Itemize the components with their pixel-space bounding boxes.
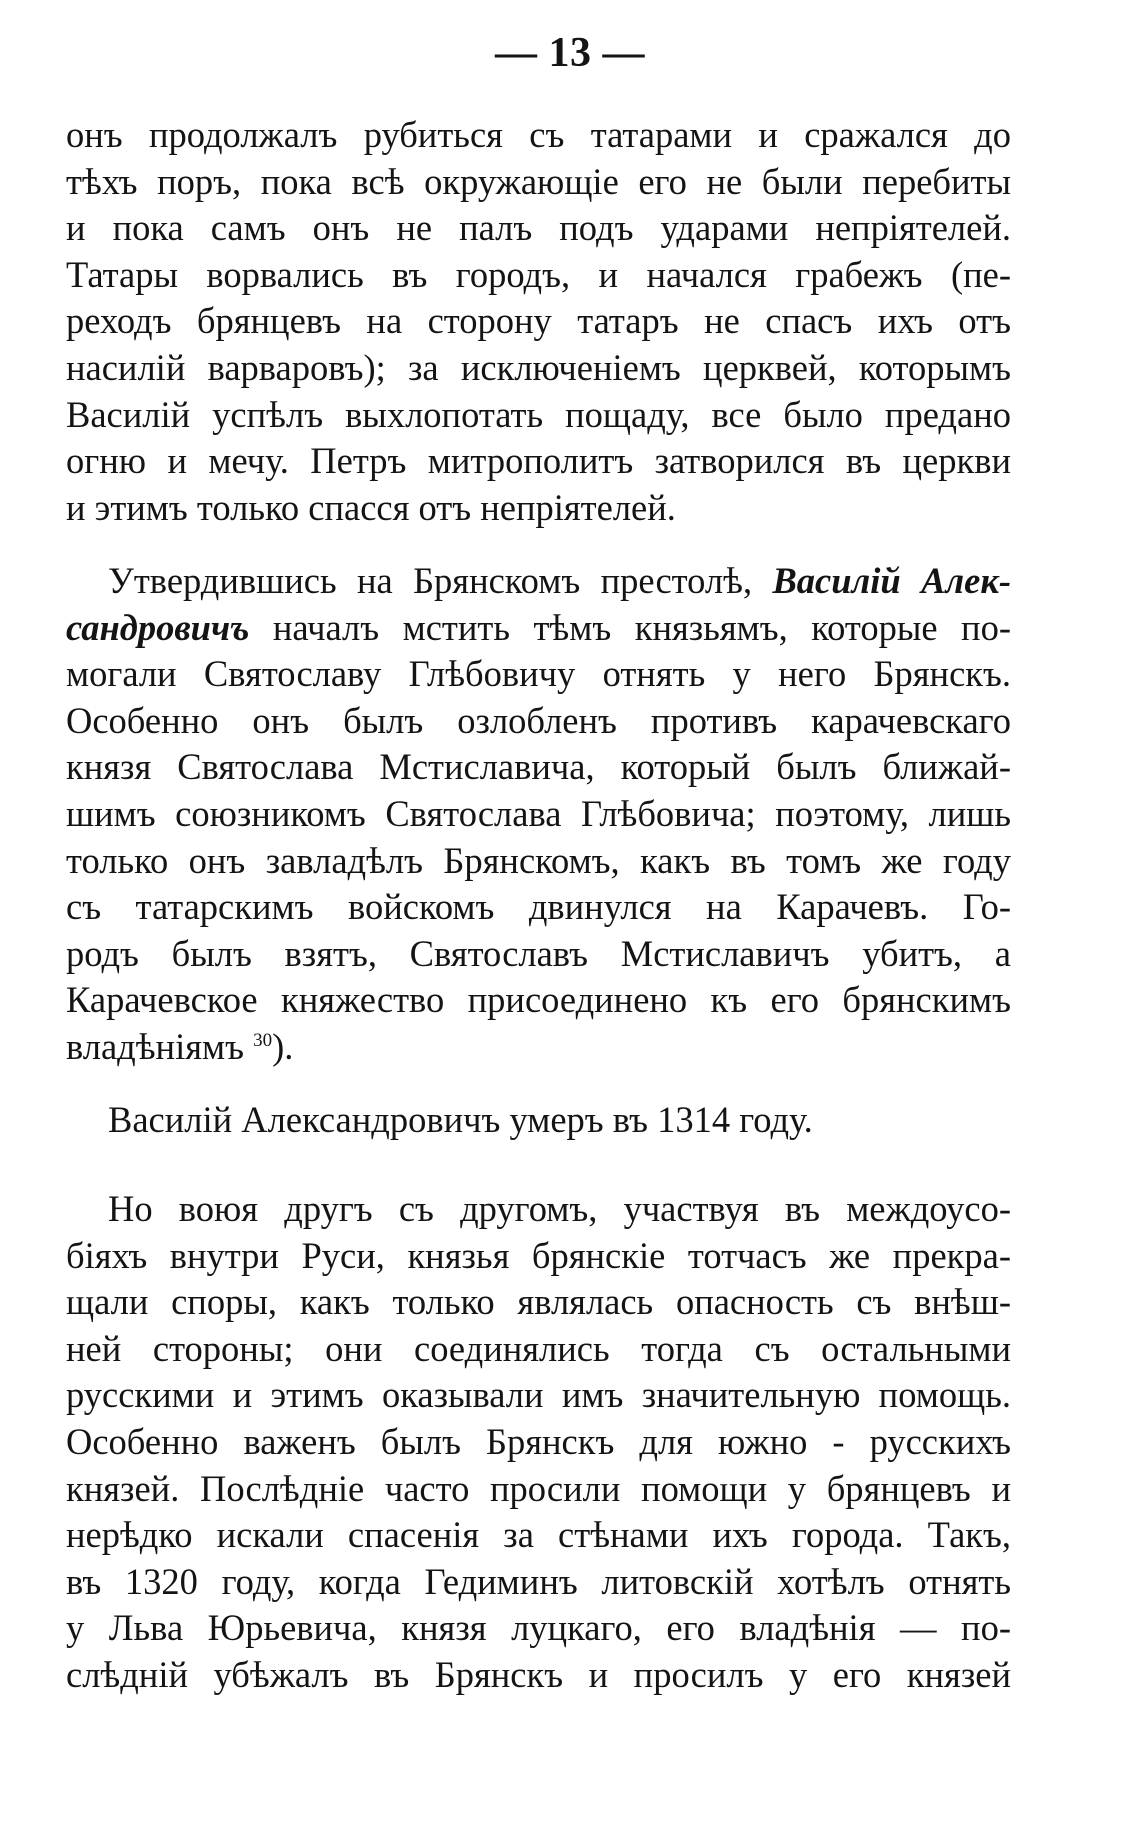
text-line: [66, 605, 1011, 652]
page-number: — 13 —: [495, 30, 645, 76]
text-line: князя Святослава Мстиславича, который былъ ближай-: [66, 746, 1011, 788]
text-line: Но воюя другъ съ другомъ, участвуя въ междоусо-: [108, 1188, 1011, 1229]
text-line: и пока самъ онъ не палъ подъ ударами непріятелей.: [66, 207, 1011, 249]
text-line: щали споры, какъ только являлась опасность съ внѣш-: [66, 1281, 1011, 1323]
text-line: ней стороны; они соединялись тогда съ остальными: [66, 1327, 1011, 1369]
text-segment: началъ мстить тѣмъ князьямъ, которые по-: [272, 606, 1011, 648]
paragraph-3: [66, 1097, 1011, 1144]
text-line: тѣхъ поръ, пока всѣ окружающіе его не были перебиты: [66, 160, 1011, 202]
text-line: Василій успѣлъ выхлопотать пощаду, все было предано: [66, 393, 1011, 435]
text-line: Карачевское княжество присоединено къ его брянскимъ: [66, 979, 1011, 1021]
text-line: князей. Послѣдніе часто просили помощи у брянцевъ и: [66, 1467, 1011, 1509]
text-segment: ).: [272, 1025, 294, 1067]
footnote-marker: 30: [253, 1029, 273, 1051]
text-line: могали Святославу Глѣбовичу отнять у него Брянскъ.: [66, 653, 1011, 695]
text-line: огню и мечу. Петръ митрополитъ затворился въ церкви: [66, 440, 1011, 482]
text-line: у Льва Юрьевича, князя луцкаго, его владѣнія — по-: [66, 1607, 1011, 1649]
paragraph-4: [66, 1186, 1011, 1699]
text-line: нерѣдко искали спасенія за стѣнами ихъ города. Такъ,: [66, 1514, 1011, 1556]
text-line: Татары ворвались въ городъ, и начался грабежъ (пе-: [66, 253, 1011, 295]
text-line: въ 1320 году, когда Гедиминъ литовскій хотѣлъ отнять: [66, 1560, 1011, 1602]
name-emphasis: сандровичъ: [66, 606, 250, 648]
text-line: родъ былъ взятъ, Святославъ Мстиславичъ убитъ, а: [66, 932, 1011, 974]
name-emphasis: Василій Алек-: [772, 560, 1012, 601]
text-line: только онъ завладѣлъ Брянскомъ, какъ въ томъ же году: [66, 839, 1011, 881]
text-segment: владѣніямъ: [66, 1025, 244, 1067]
text-line: [66, 558, 1011, 605]
text-line: слѣдній убѣжалъ въ Брянскъ и просилъ у его князей: [66, 1653, 1011, 1695]
text-line: русскими и этимъ оказывали имъ значительную помощь.: [66, 1374, 1011, 1416]
text-line: онъ продолжалъ рубиться съ татарами и сражался до: [66, 114, 1011, 155]
text-line: Особенно важенъ былъ Брянскъ для южно - русскихъ: [66, 1420, 1011, 1462]
text-line: біяхъ внутри Руси, князья брянскіе тотчасъ же прекра-: [66, 1234, 1011, 1276]
text-line: шимъ союзникомъ Святослава Глѣбовича; поэтому, лишь: [66, 792, 1011, 834]
text-segment: Утвердившись на Брянскомъ престолѣ,: [108, 560, 753, 601]
text-line: [66, 1024, 1011, 1071]
text-line: съ татарскимъ войскомъ двинулся на Карачевъ. Го-: [66, 886, 1011, 928]
paragraph-2: [66, 558, 1011, 1071]
text-line: Василій Александровичъ умеръ въ 1314 году.: [108, 1099, 813, 1140]
paragraph-1: [66, 112, 1011, 531]
text-line: Особенно онъ былъ озлобленъ противъ карачевскаго: [66, 699, 1011, 741]
text-line: и этимъ только спасся отъ непріятелей.: [66, 486, 676, 528]
text-line: реходъ брянцевъ на сторону татаръ не спасъ ихъ отъ: [66, 300, 1011, 342]
text-line: насилій варваровъ); за исключеніемъ церквей, которымъ: [66, 346, 1011, 388]
